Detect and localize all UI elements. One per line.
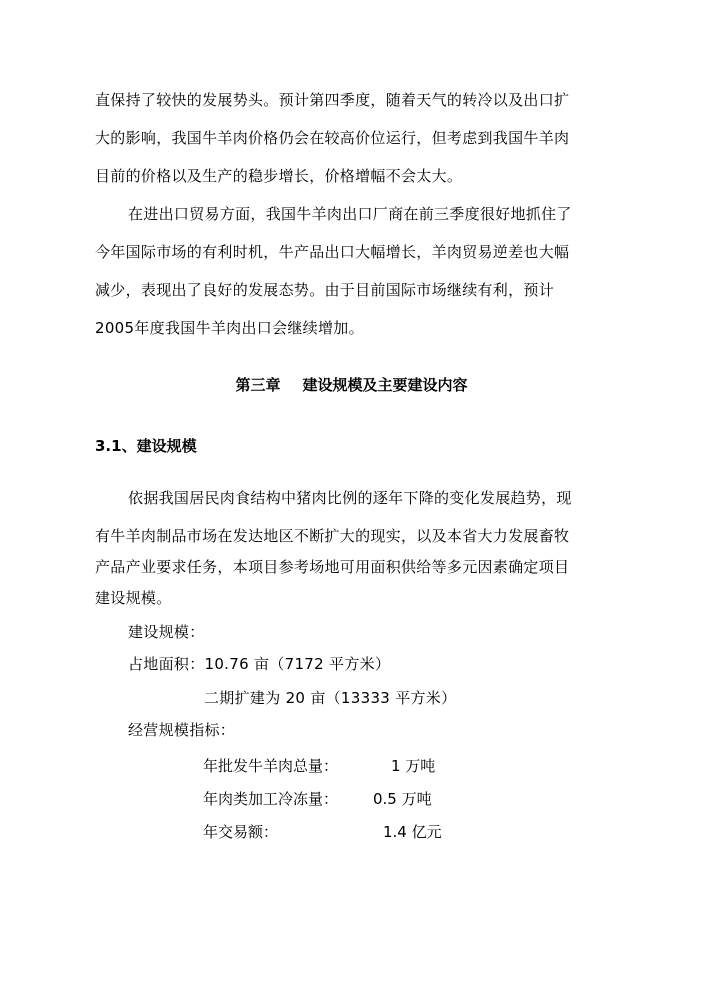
paragraph-line: 2005年度我国牛羊肉出口会继续增加。 <box>95 319 364 337</box>
paragraph-line: 目前的价格以及生产的稳步增长，价格增幅不会太大。 <box>95 167 463 185</box>
indicator-label: 年批发牛羊肉总量： <box>203 757 339 775</box>
chapter-number: 第三章 <box>235 376 281 394</box>
phase2-line: 二期扩建为 20 亩（13333 平方米） <box>204 689 457 707</box>
paragraph-line: 大的影响，我国牛羊肉价格仍会在较高价位运行，但考虑到我国牛羊肉 <box>95 129 570 147</box>
indicator-value: 1 万吨 <box>391 757 436 775</box>
chapter-heading <box>0 375 703 395</box>
land-area-line: 占地面积：10.76 亩（7172 平方米） <box>128 655 391 673</box>
paragraph-line: 直保持了较快的发展势头。预计第四季度，随着天气的转冷以及出口扩 <box>95 91 570 109</box>
indicator-label: 年肉类加工冷冻量： <box>203 790 339 808</box>
paragraph-line: 在进出口贸易方面，我国牛羊肉出口厂商在前三季度很好地抓住了 <box>128 205 572 223</box>
paragraph-line: 减少，表现出了良好的发展态势。由于目前国际市场继续有利，预计 <box>95 281 555 299</box>
indicator-value: 1.4 亿元 <box>383 823 442 841</box>
paragraph-line: 产品产业要求任务，本项目参考场地可用面积供给等多元因素确定项目 <box>95 558 570 576</box>
chapter-title: 建设规模及主要建设内容 <box>302 376 468 394</box>
indicator-label: 年交易额： <box>203 823 279 841</box>
section-heading: 3.1、建设规模 <box>95 437 197 455</box>
paragraph-line: 建设规模。 <box>95 589 172 607</box>
paragraph-line: 有牛羊肉制品市场在发达地区不断扩大的现实，以及本省大力发展畜牧 <box>95 527 570 545</box>
paragraph-line: 今年国际市场的有利时机，牛产品出口大幅增长，羊肉贸易逆差也大幅 <box>95 243 570 261</box>
paragraph-line: 依据我国居民肉食结构中猪肉比例的逐年下降的变化发展趋势，现 <box>128 489 572 507</box>
indicator-value: 0.5 万吨 <box>373 790 432 808</box>
scale-heading: 建设规模： <box>128 623 205 641</box>
indicators-heading: 经营规模指标： <box>128 721 236 739</box>
